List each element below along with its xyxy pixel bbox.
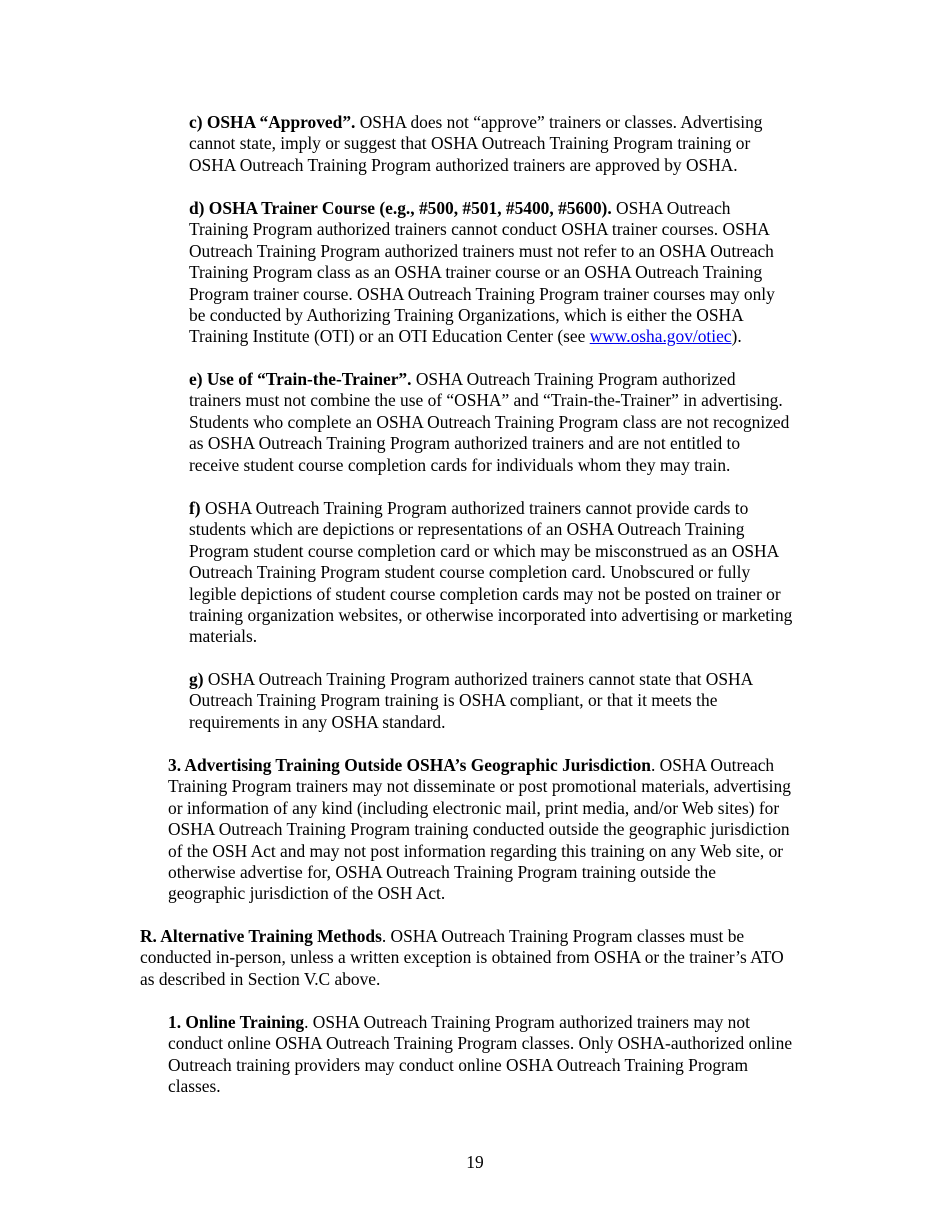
paragraph-heading: g) — [189, 669, 204, 689]
text-line: be conducted by Authorizing Training Organizations, which is either the OSHA — [189, 304, 744, 325]
text-line: Outreach Training Program student course completion card. Unobscured or fully — [189, 562, 751, 583]
text-line: cannot state, imply or suggest that OSHA Outreach Training Program training or — [189, 133, 751, 154]
text-line: or information of any kind (including electronic mail, print media, and/or Web sites) for — [168, 797, 780, 818]
section-1-online-training — [168, 1012, 792, 1098]
text-line: OSHA Outreach Training Program authorized trainers are approved by OSHA. — [189, 154, 738, 175]
text-line: OSHA Outreach Training Program training conducted outside the geographic jurisdiction — [168, 819, 790, 840]
text-line: as OSHA Outreach Training Program authorized trainers and are not entitled to — [189, 433, 741, 454]
section-heading: R. Alternative Training Methods — [140, 926, 382, 946]
text-line: 1. Online Training. OSHA Outreach Training Program authorized trainers may not — [168, 1012, 750, 1032]
text-line: trainers must not combine the use of “OSHA” and “Train-the-Trainer” in advertising. — [189, 390, 783, 411]
text-line: conduct online OSHA Outreach Training Program classes. Only OSHA-authorized online — [168, 1033, 793, 1054]
text-line: otherwise advertise for, OSHA Outreach Training Program training outside the — [168, 861, 716, 882]
text-line: g) OSHA Outreach Training Program authorized trainers cannot state that OSHA — [189, 669, 754, 689]
paragraph-heading: c) OSHA “Approved”. — [189, 112, 356, 132]
text-line: materials. — [189, 626, 258, 647]
text-line: d) OSHA Trainer Course (e.g., #500, #501, #5400, #5600). OSHA Outreach — [189, 198, 731, 218]
text-line: Program trainer course. OSHA Outreach Training Program trainer courses may only — [189, 283, 775, 304]
text-line: R. Alternative Training Methods. OSHA Outreach Training Program classes must be — [140, 926, 745, 946]
text-line: f) OSHA Outreach Training Program authorized trainers cannot provide cards to — [189, 498, 749, 518]
text-line: Outreach Training Program authorized trainers must not refer to an OSHA Outreach — [189, 240, 774, 261]
text-line: classes. — [168, 1076, 221, 1097]
text-line: geographic jurisdiction of the OSH Act. — [168, 883, 446, 904]
text-line: e) Use of “Train-the-Trainer”. OSHA Outreach Training Program authorized — [189, 369, 736, 389]
text-line: students which are depictions or representations of an OSHA Outreach Training — [189, 519, 745, 540]
text-line: requirements in any OSHA standard. — [189, 711, 446, 732]
text-line: Training Program trainers may not disseminate or post promotional materials, advertising — [168, 776, 791, 797]
text-line: training organization websites, or otherwise incorporated into advertising or marketing — [189, 604, 793, 625]
paragraph-heading: d) OSHA Trainer Course (e.g., #500, #501, #5400, #5600). — [189, 198, 612, 218]
section-heading: 3. Advertising Training Outside OSHA’s Geographic Jurisdiction — [168, 755, 651, 775]
paragraph-f-completion-cards — [189, 498, 792, 648]
text-line: conducted in-person, unless a written exception is obtained from OSHA or the trainer’s ATO — [140, 947, 784, 968]
paragraph-heading: e) Use of “Train-the-Trainer”. — [189, 369, 412, 389]
section-3-geographic-jurisdiction — [168, 755, 791, 905]
page-number: 19 — [466, 1152, 484, 1172]
text-line: receive student course completion cards for individuals whom they may train. — [189, 454, 731, 475]
text-line: Outreach training providers may conduct online OSHA Outreach Training Program — [168, 1054, 749, 1075]
text-line: as described in Section V.C above. — [140, 968, 381, 989]
otiec-link[interactable]: www.osha.gov/otiec — [589, 326, 732, 347]
text-line: 3. Advertising Training Outside OSHA’s Geographic Jurisdiction. OSHA Outreach — [168, 755, 775, 775]
text-line: Training Program authorized trainers cannot conduct OSHA trainer courses. OSHA — [189, 219, 770, 240]
section-r-alternative-training-methods — [140, 926, 784, 990]
paragraph-e-train-the-trainer — [189, 369, 789, 476]
paragraph-heading: f) — [189, 498, 201, 518]
text-line: legible depictions of student course completion cards may not be posted on trainer or — [189, 583, 781, 604]
text-line: Program student course completion card or which may be misconstrued as an OSHA — [189, 540, 780, 561]
paragraph-c-osha-approved — [189, 112, 763, 176]
text-line: of the OSH Act and may not post information regarding this training on any Web site, or — [168, 840, 784, 861]
paragraph-g-osha-compliant — [189, 669, 753, 733]
text-line: Training Institute (OTI) or an OTI Education Center (see www.osha.gov/otiec). — [189, 326, 742, 347]
text-line: c) OSHA “Approved”. OSHA does not “approve” trainers or classes. Advertising — [189, 112, 763, 132]
paragraph-d-osha-trainer-course — [189, 198, 775, 348]
text-line: Outreach Training Program training is OSHA compliant, or that it meets the — [189, 690, 718, 711]
text-line: Students who complete an OSHA Outreach Training Program class are not recognized — [189, 411, 790, 432]
section-heading: 1. Online Training — [168, 1012, 305, 1032]
text-line: Training Program class as an OSHA trainer course or an OSHA Outreach Training — [189, 262, 763, 283]
